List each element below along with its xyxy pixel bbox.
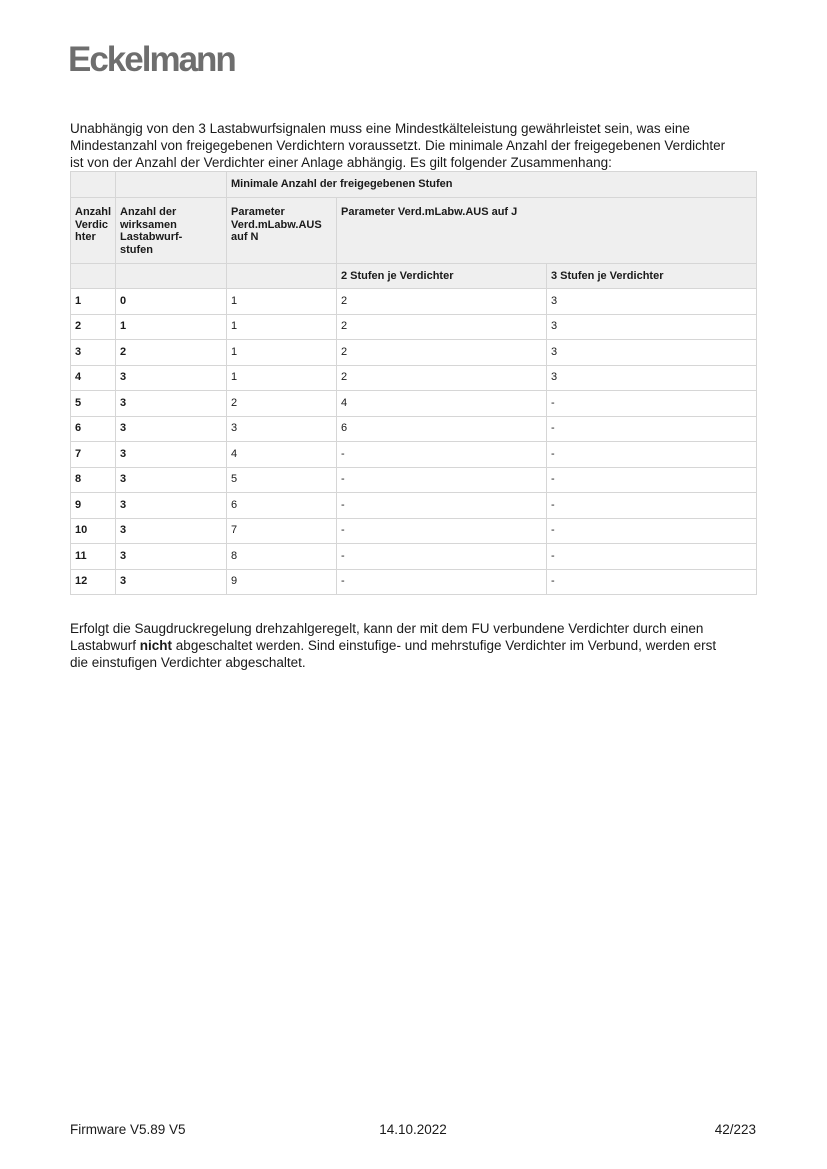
header-row-columns [71,198,757,264]
cell-param-j-3-stufen: - [547,493,757,519]
cell-lastabwurfstufen: 3 [116,391,227,417]
table-body [71,289,757,595]
table-row [71,365,757,391]
note-line: die einstufigen Verdichter abgeschaltet. [70,655,306,670]
cell-param-j-3-stufen: 3 [547,314,757,340]
cell-param-j-2-stufen: 2 [337,365,547,391]
cell-anzahl-verdichter: 6 [71,416,116,442]
table-row [71,493,757,519]
table-row [71,416,757,442]
page-footer [70,1121,756,1138]
cell-param-j-2-stufen: - [337,467,547,493]
empty-header-cell [116,172,227,198]
cell-param-j-3-stufen: - [547,467,757,493]
group-header-min-stufen: Minimale Anzahl der freigegebenen Stufen [227,172,757,198]
table-row [71,314,757,340]
table-row [71,569,757,595]
cell-anzahl-verdichter: 12 [71,569,116,595]
empty-header-cell [227,264,337,289]
note-line: Erfolgt die Saugdruckregelung drehzahlgeregelt, kann der mit dem FU verbundene Verdichter durch einen [70,621,704,636]
footer-date: 14.10.2022 [379,1122,447,1137]
cell-param-j-3-stufen: 3 [547,340,757,366]
table-header [71,172,757,289]
cell-param-j-2-stufen: 4 [337,391,547,417]
cell-param-n: 1 [227,289,337,315]
cell-param-n: 5 [227,467,337,493]
cell-param-j-3-stufen: - [547,416,757,442]
cell-param-j-3-stufen: - [547,569,757,595]
col-header-param-n: Parameter Verd.mLabw.AUS auf N [227,198,337,264]
note-text: Lastabwurf [70,638,140,653]
cell-param-j-2-stufen: 6 [337,416,547,442]
cell-lastabwurfstufen: 3 [116,569,227,595]
cell-param-j-2-stufen: 2 [337,314,547,340]
cell-param-j-3-stufen: - [547,544,757,570]
cell-param-n: 6 [227,493,337,519]
cell-param-n: 4 [227,442,337,468]
table-row [71,467,757,493]
sub-header-2-stufen: 2 Stufen je Verdichter [337,264,547,289]
header-row-sub [71,264,757,289]
table-row [71,518,757,544]
table-row [71,442,757,468]
cell-param-j-2-stufen: - [337,493,547,519]
cell-lastabwurfstufen: 2 [116,340,227,366]
col-header-anzahl-verdichter: Anzahl Verdichter [71,198,116,264]
cell-anzahl-verdichter: 9 [71,493,116,519]
cell-param-n: 7 [227,518,337,544]
intro-line: ist von der Anzahl der Verdichter einer Anlage abhängig. Es gilt folgender Zusammenhang: [70,155,612,170]
cell-lastabwurfstufen: 3 [116,442,227,468]
cell-lastabwurfstufen: 1 [116,314,227,340]
intro-paragraph [70,120,725,171]
cell-lastabwurfstufen: 3 [116,416,227,442]
cell-anzahl-verdichter: 11 [71,544,116,570]
cell-anzahl-verdichter: 3 [71,340,116,366]
cell-param-j-2-stufen: 2 [337,289,547,315]
table-row [71,340,757,366]
col-header-param-j: Parameter Verd.mLabw.AUS auf J [337,198,757,264]
footer-firmware: Firmware V5.89 V5 [70,1122,186,1137]
note-text: abgeschaltet werden. Sind einstufige- und mehrstufige Verdichter im Verbund, werden erst [172,638,717,653]
cell-param-n: 3 [227,416,337,442]
cell-param-j-2-stufen: - [337,442,547,468]
cell-param-n: 9 [227,569,337,595]
sub-header-3-stufen: 3 Stufen je Verdichter [547,264,757,289]
table-row [71,544,757,570]
col-header-lastabwurfstufen-text: Anzahl der wirksamen Lastabwurf-stufen [120,206,183,257]
cell-anzahl-verdichter: 5 [71,391,116,417]
cell-anzahl-verdichter: 8 [71,467,116,493]
empty-header-cell [71,264,116,289]
cell-param-n: 1 [227,340,337,366]
cell-lastabwurfstufen: 0 [116,289,227,315]
cell-anzahl-verdichter: 4 [71,365,116,391]
cell-param-j-2-stufen: - [337,544,547,570]
cell-anzahl-verdichter: 7 [71,442,116,468]
cell-param-j-2-stufen: - [337,569,547,595]
intro-line: Unabhängig von den 3 Lastabwurfsignalen muss eine Mindestkälteleistung gewährleistet sein, was eine [70,121,690,136]
cell-param-n: 1 [227,314,337,340]
cell-anzahl-verdichter: 10 [71,518,116,544]
cell-lastabwurfstufen: 3 [116,365,227,391]
eckelmann-logo: Eckelmann [68,40,235,79]
cell-param-j-3-stufen: - [547,391,757,417]
cell-param-j-3-stufen: - [547,442,757,468]
cell-param-n: 2 [227,391,337,417]
footer-page-number: 42/223 [714,1122,756,1137]
cell-anzahl-verdichter: 2 [71,314,116,340]
empty-header-cell [116,264,227,289]
cell-lastabwurfstufen: 3 [116,467,227,493]
empty-header-cell [71,172,116,198]
table-row [71,289,757,315]
cell-param-j-2-stufen: - [337,518,547,544]
cell-param-j-3-stufen: 3 [547,289,757,315]
note-paragraph [70,620,716,671]
cell-param-j-2-stufen: 2 [337,340,547,366]
cell-lastabwurfstufen: 3 [116,518,227,544]
note-emphasis: nicht [139,638,173,653]
col-header-lastabwurfstufen [116,198,227,264]
cell-param-j-3-stufen: 3 [547,365,757,391]
cell-anzahl-verdichter: 1 [71,289,116,315]
cell-param-n: 8 [227,544,337,570]
header-row-group [71,172,757,198]
note-line [70,637,716,654]
cell-param-n: 1 [227,365,337,391]
cell-lastabwurfstufen: 3 [116,493,227,519]
cell-lastabwurfstufen: 3 [116,544,227,570]
cell-param-j-3-stufen: - [547,518,757,544]
stufen-table [70,171,757,595]
table-row [71,391,757,417]
intro-line: Mindestanzahl von freigegebenen Verdichtern voraussetzt. Die minimale Anzahl der freigegebenen Verdichter [70,138,726,153]
